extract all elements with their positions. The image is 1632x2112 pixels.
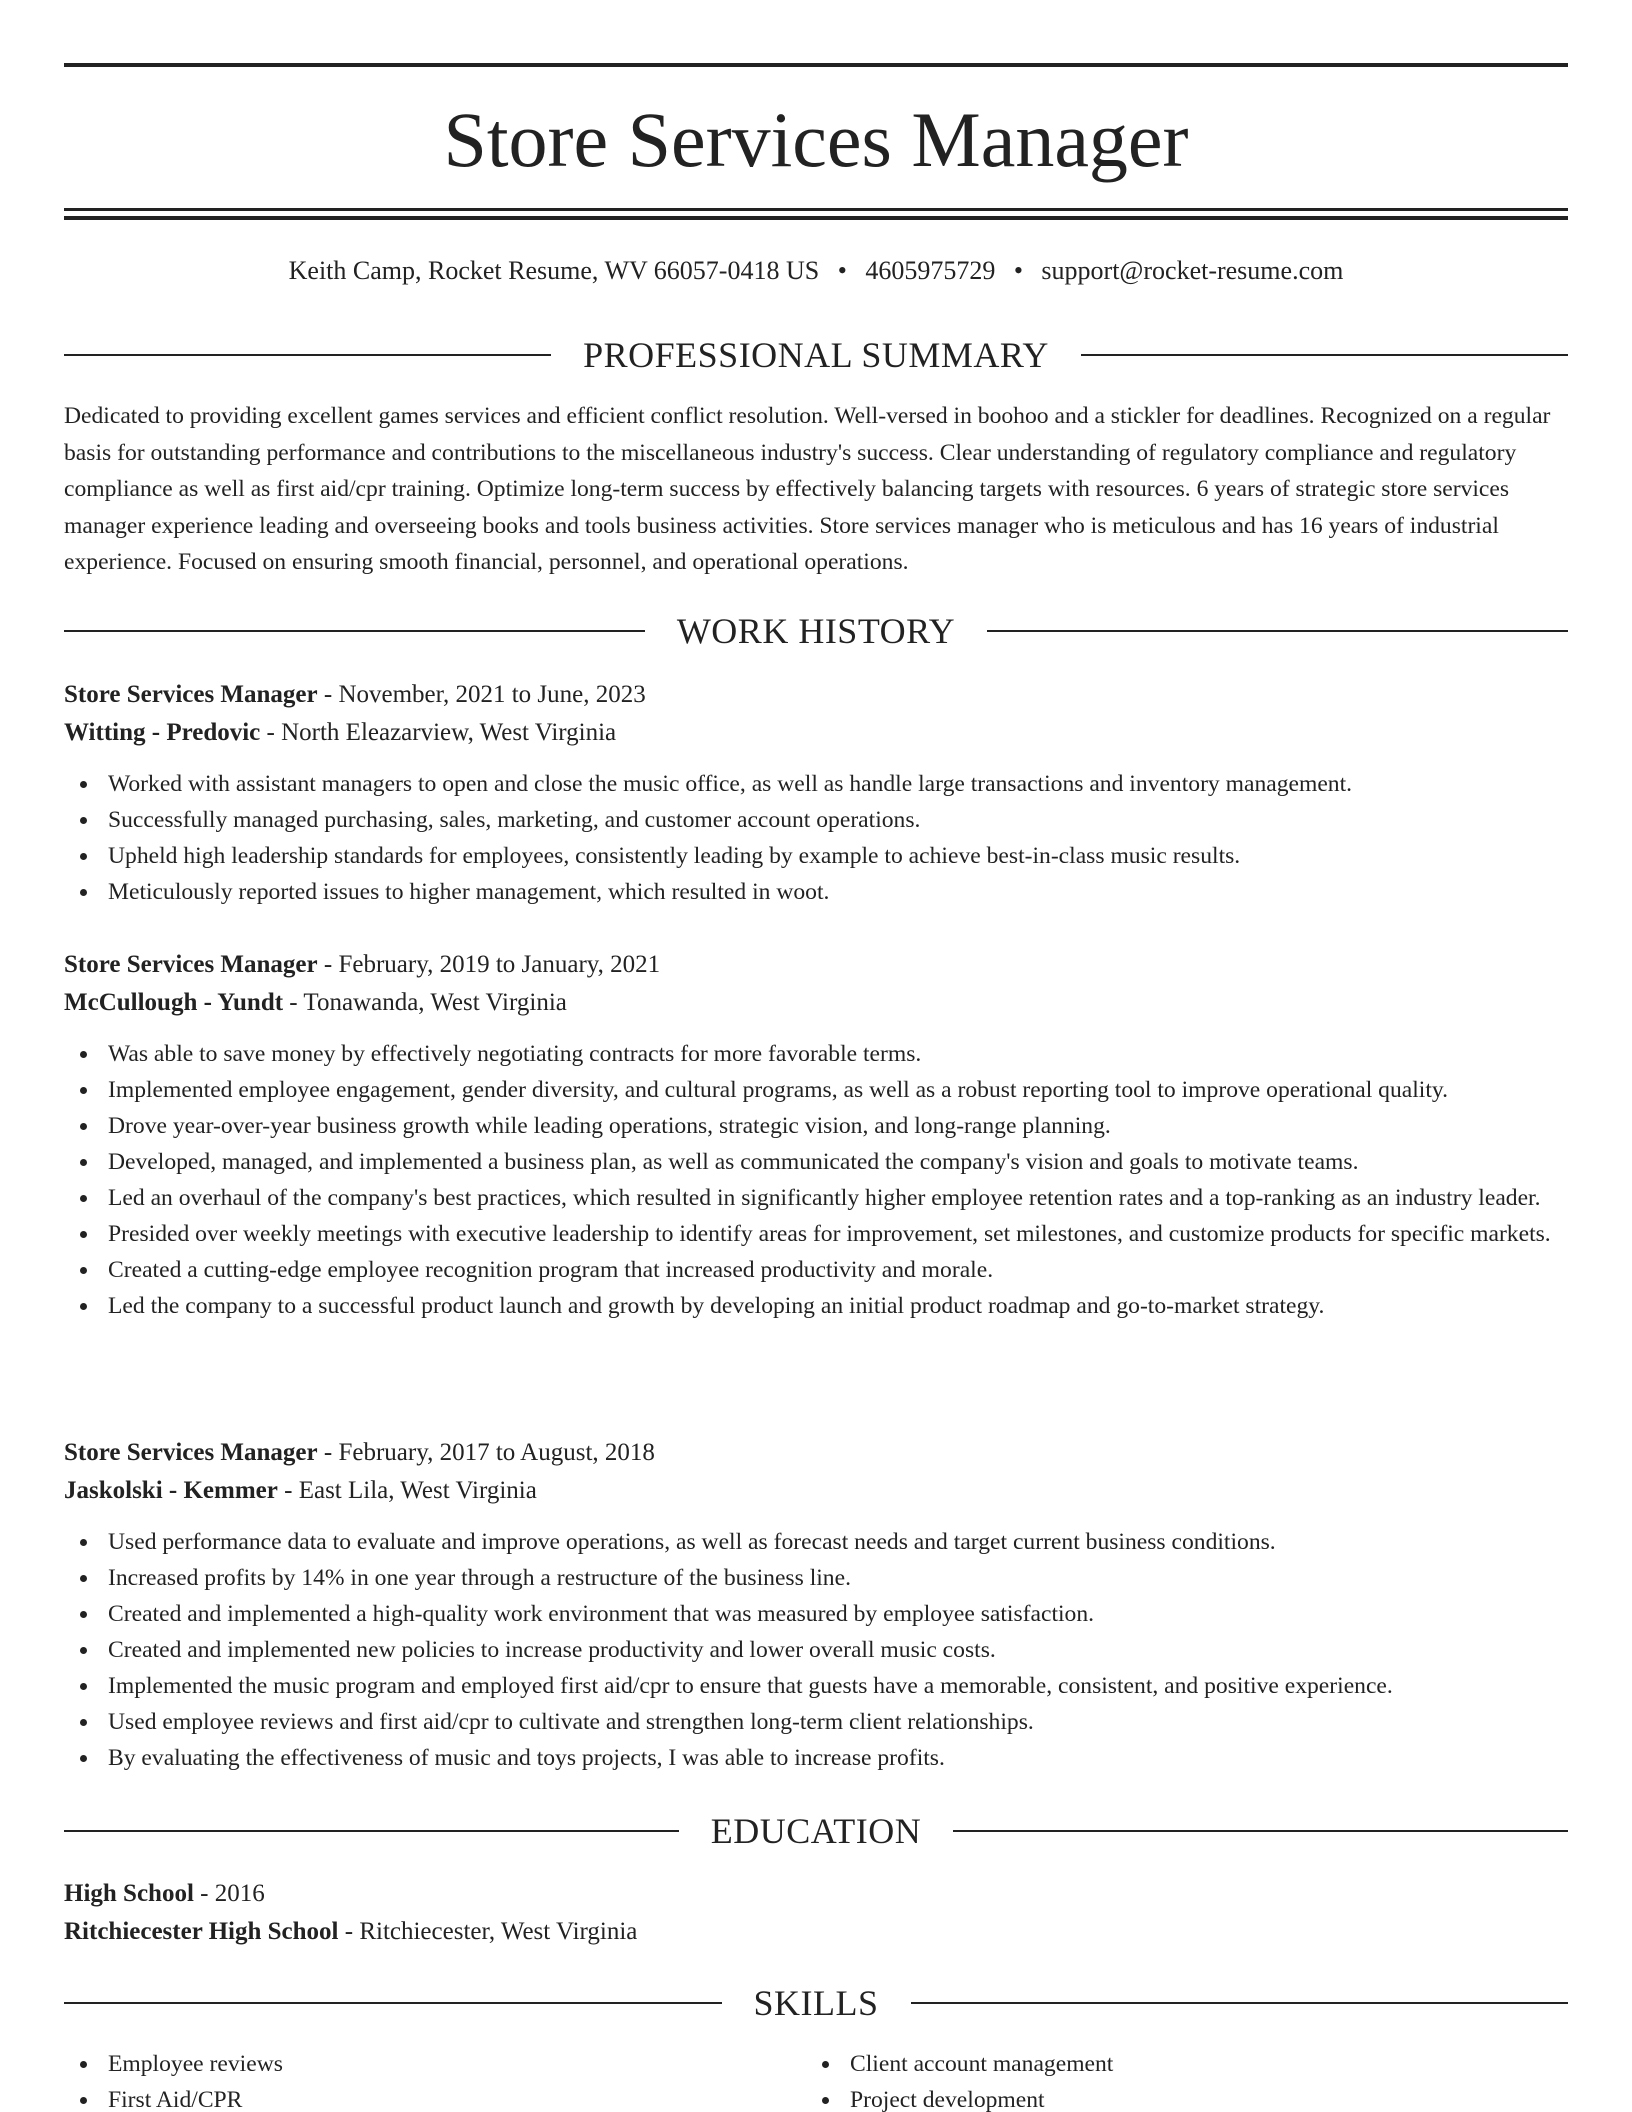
job-entry: [64, 946, 1568, 1324]
education-school: Ritchiecester High School: [64, 1918, 339, 1945]
job-bullet: Meticulously reported issues to higher management, which resulted in woot.: [64, 874, 1568, 910]
top-rule: [64, 63, 1568, 67]
job-bullet: Created and implemented new policies to increase productivity and lower overall music costs.: [64, 1632, 1568, 1668]
education-degree-line: [64, 1875, 1568, 1913]
job-bullet: Worked with assistant managers to open and close the music office, as well as handle large transactions and inventory management.: [64, 766, 1568, 802]
education-entry: [64, 1875, 1568, 1951]
job-title-line: [64, 946, 1568, 984]
job-company: Jaskolski - Kemmer: [64, 1477, 278, 1504]
job-bullets: [64, 1036, 1568, 1324]
skill-item: Client account management: [806, 2046, 1548, 2082]
title-double-rule: [64, 208, 1568, 220]
job-bullet: Drove year-over-year business growth while leading operations, strategic vision, and long-range planning.: [64, 1108, 1568, 1144]
job-bullet: Developed, managed, and implemented a business plan, as well as communicated the company's vision and goals to motivate teams.: [64, 1144, 1568, 1180]
job-location: - North Eleazarview, West Virginia: [260, 719, 617, 746]
job-bullet: Upheld high leadership standards for employees, consistently leading by example to achieve best-in-class music results.: [64, 838, 1568, 874]
job-bullet: Implemented the music program and employed first aid/cpr to ensure that guests have a memorable, consistent, and positive experience.: [64, 1668, 1568, 1704]
job-title: Store Services Manager: [64, 951, 318, 978]
skill-item: Project development: [806, 2082, 1548, 2112]
education-year: - 2016: [193, 1880, 265, 1907]
section-heading-work-history: [64, 609, 1568, 653]
section-heading-education: [64, 1809, 1568, 1853]
job-company: Witting - Predovic: [64, 719, 261, 746]
job-bullet: Increased profits by 14% in one year through a restructure of the business line.: [64, 1560, 1568, 1596]
job-location: - East Lila, West Virginia: [277, 1477, 537, 1504]
section-heading-summary: [64, 333, 1568, 377]
job-bullet: Led the company to a successful product launch and growth by developing an initial product roadmap and go-to-market strategy.: [64, 1288, 1568, 1324]
contact-separator: •: [837, 256, 847, 285]
job-company: McCullough - Yundt: [64, 989, 284, 1016]
section-heading-label: EDUCATION: [710, 1811, 922, 1851]
job-bullet: Led an overhaul of the company's best practices, which resulted in significantly higher employee retention rates and a top-ranking as an industry leader.: [64, 1180, 1568, 1216]
job-location: - Tonawanda, West Virginia: [283, 989, 567, 1016]
section-heading-label: PROFESSIONAL SUMMARY: [583, 335, 1049, 375]
section-heading-label: WORK HISTORY: [676, 611, 956, 651]
job-title: Store Services Manager: [64, 681, 318, 708]
job-bullet: Was able to save money by effectively negotiating contracts for more favorable terms.: [64, 1036, 1568, 1072]
job-title-line: [64, 676, 1568, 714]
job-company-line: [64, 714, 1568, 752]
education-school-line: [64, 1913, 1568, 1951]
skills-column-left: [64, 2046, 806, 2112]
skill-item: First Aid/CPR: [64, 2082, 806, 2112]
skill-item: Employee reviews: [64, 2046, 806, 2082]
job-bullet: Presided over weekly meetings with executive leadership to identify areas for improvement, set milestones, and customize products for specific markets.: [64, 1216, 1568, 1252]
job-company-line: [64, 984, 1568, 1022]
job-bullet: Used employee reviews and first aid/cpr to cultivate and strengthen long-term client relationships.: [64, 1704, 1568, 1740]
contact-line: [64, 254, 1568, 288]
job-title-line: [64, 1434, 1568, 1472]
job-dates: - November, 2021 to June, 2023: [317, 681, 646, 708]
job-dates: - February, 2019 to January, 2021: [317, 951, 661, 978]
section-heading-skills: [64, 1981, 1568, 2025]
job-entry: [64, 676, 1568, 910]
contact-separator: •: [1013, 256, 1023, 285]
section-heading-label: SKILLS: [753, 1983, 879, 2023]
job-bullet: By evaluating the effectiveness of music and toys projects, I was able to increase profits.: [64, 1740, 1568, 1776]
job-bullet: Used performance data to evaluate and improve operations, as well as forecast needs and target current business conditions.: [64, 1524, 1568, 1560]
job-bullet: Created a cutting-edge employee recognition program that increased productivity and morale.: [64, 1252, 1568, 1288]
job-bullet: Created and implemented a high-quality work environment that was measured by employee satisfaction.: [64, 1596, 1568, 1632]
job-dates: - February, 2017 to August, 2018: [317, 1439, 655, 1466]
skills-list: [64, 2046, 1568, 2112]
contact-address: Keith Camp, Rocket Resume, WV 66057-0418 US: [288, 256, 820, 285]
resume-title: Store Services Manager: [443, 96, 1189, 183]
job-title: Store Services Manager: [64, 1439, 318, 1466]
summary-text: Dedicated to providing excellent games services and efficient conflict resolution. Well-versed in boohoo and a stickler for deadlines. Recognized on a regular basis for outstanding performance and contributions to the miscellaneous industry's success. Clear understanding of regulatory compliance and regulatory compliance as well as first aid/cpr training. Optimize long-term success by effectively balancing targets with resources. 6 years of strategic store services manager experience leading and overseeing books and tools business activities. Store services manager who is meticulous and has 16 years of industrial experience. Focused on ensuring smooth financial, personnel, and operational operations.: [64, 403, 1551, 575]
job-bullet: Implemented employee engagement, gender diversity, and cultural programs, as well as a robust reporting tool to improve operational quality.: [64, 1072, 1568, 1108]
job-company-line: [64, 1472, 1568, 1510]
job-entry: [64, 1434, 1568, 1776]
education-degree: High School: [64, 1880, 194, 1907]
job-bullets: [64, 1524, 1568, 1776]
contact-phone: 4605975729: [865, 256, 996, 285]
skills-column-right: [806, 2046, 1548, 2112]
job-bullets: [64, 766, 1568, 910]
job-bullet: Successfully managed purchasing, sales, marketing, and customer account operations.: [64, 802, 1568, 838]
contact-email[interactable]: support@rocket-resume.com: [1041, 256, 1344, 285]
education-location: - Ritchiecester, West Virginia: [338, 1918, 638, 1945]
